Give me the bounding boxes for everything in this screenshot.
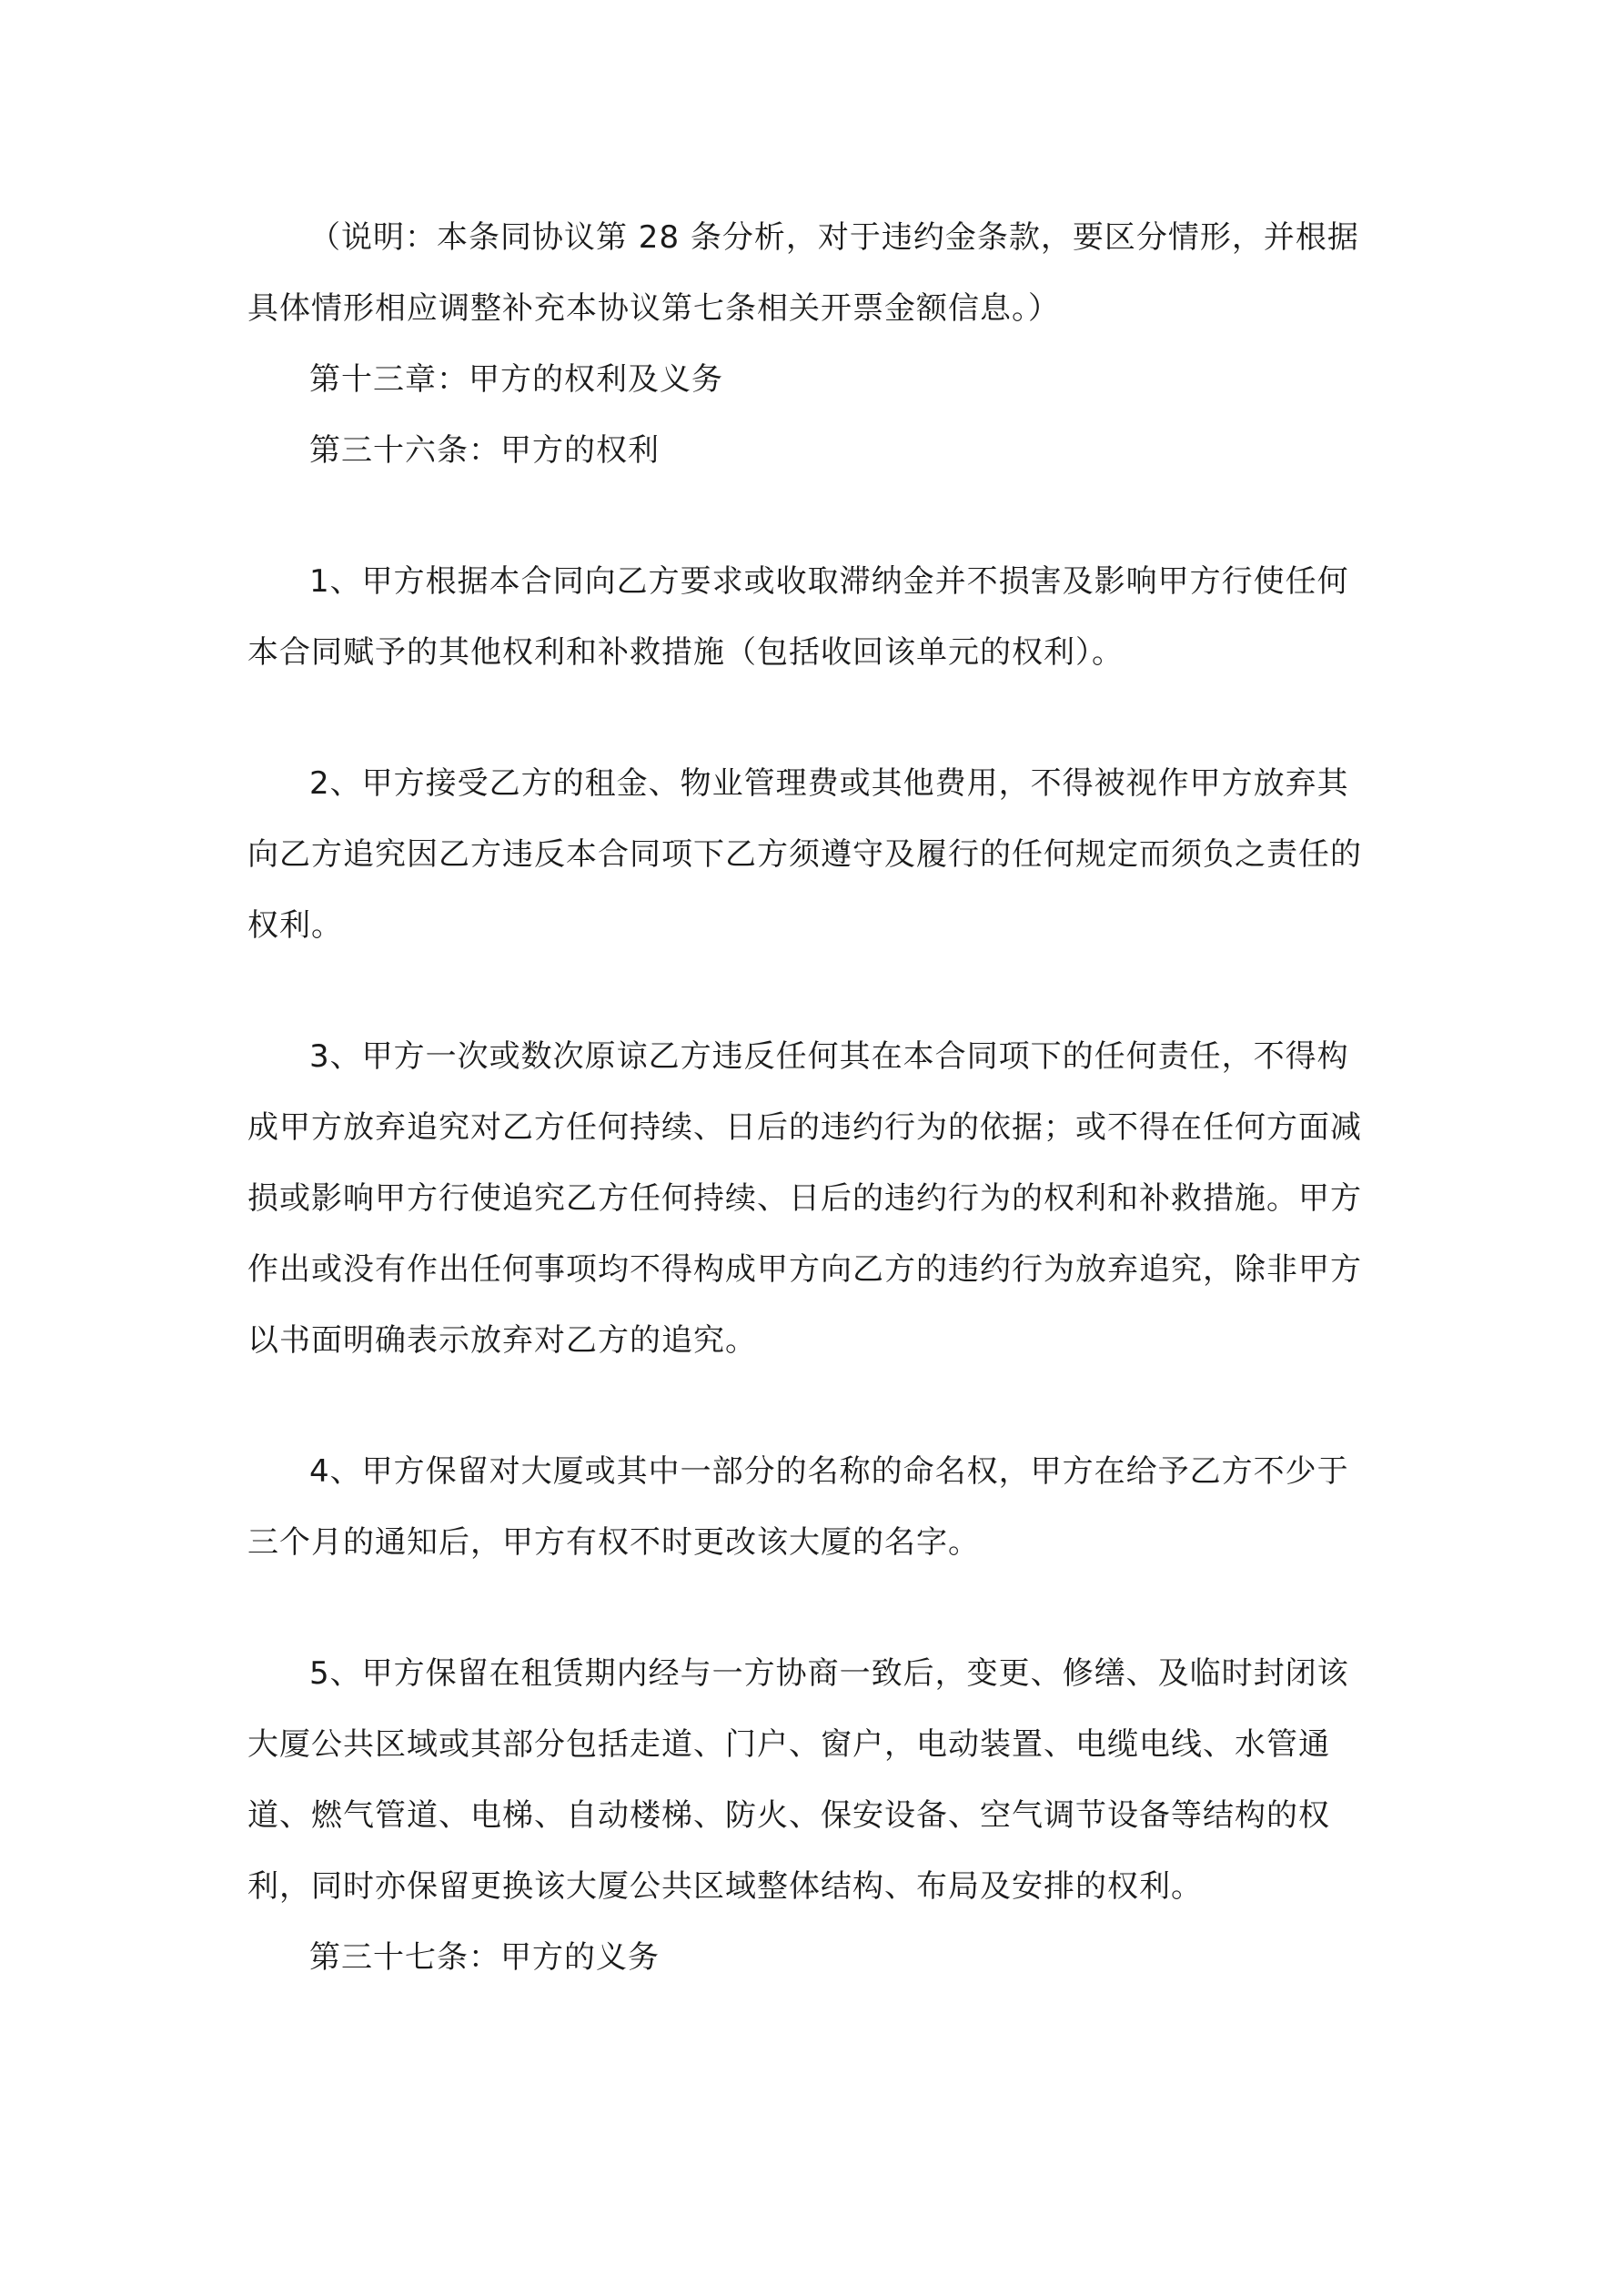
article-36-item-3: 3、甲方一次或数次原谅乙方违反任何其在本合同项下的任何责任，不得构成甲方放弃追究对乙方任何持续、日后的违约行为的依据；或不得在任何方面减损或影响甲方行使追究乙方任何持续、日后的违约行为的权利和补救措施。甲方作出或没有作出任何事项均不得构成甲方向乙方的违约行为放弃追究，除非甲方以书面明确表示放弃对乙方的追究。	[247, 1038, 1362, 1359]
chapter-title: 第十三章：甲方的权利及义务	[309, 361, 723, 398]
article-36-item-2: 2、甲方接受乙方的租金、物业管理费或其他费用，不得被视作甲方放弃其向乙方追究因乙方违反本合同项下乙方须遵守及履行的任何规定而须负之责任的权利。	[247, 765, 1362, 944]
document-body	[247, 202, 1380, 1993]
article-36-item-1: 1、甲方根据本合同向乙方要求或收取滞纳金并不损害及影响甲方行使任何本合同赋予的其他权利和补救措施（包括收回该单元的权利）。	[247, 563, 1349, 671]
note-paragraph: （说明：本条同协议第 28 条分析，对于违约金条款，要区分情形，并根据具体情形相应调整补充本协议第七条相关开票金额信息。）	[247, 219, 1359, 327]
article-37-title: 第三十七条：甲方的义务	[309, 1939, 660, 1976]
article-36-item-4: 4、甲方保留对大厦或其中一部分的名称的命名权，甲方在给予乙方不少于三个月的通知后，甲方有权不时更改该大厦的名字。	[247, 1453, 1349, 1561]
article-36-title: 第三十六条：甲方的权利	[309, 432, 660, 469]
article-36-item-5: 5、甲方保留在租赁期内经与一方协商一致后，变更、修缮、及临时封闭该大厦公共区域或其部分包括走道、门户、窗户，电动装置、电缆电线、水管通道、燃气管道、电梯、自动楼梯、防火、保安设备、空气调节设备等结构的权利，同时亦保留更换该大厦公共区域整体结构、布局及安排的权利。	[247, 1655, 1349, 1905]
